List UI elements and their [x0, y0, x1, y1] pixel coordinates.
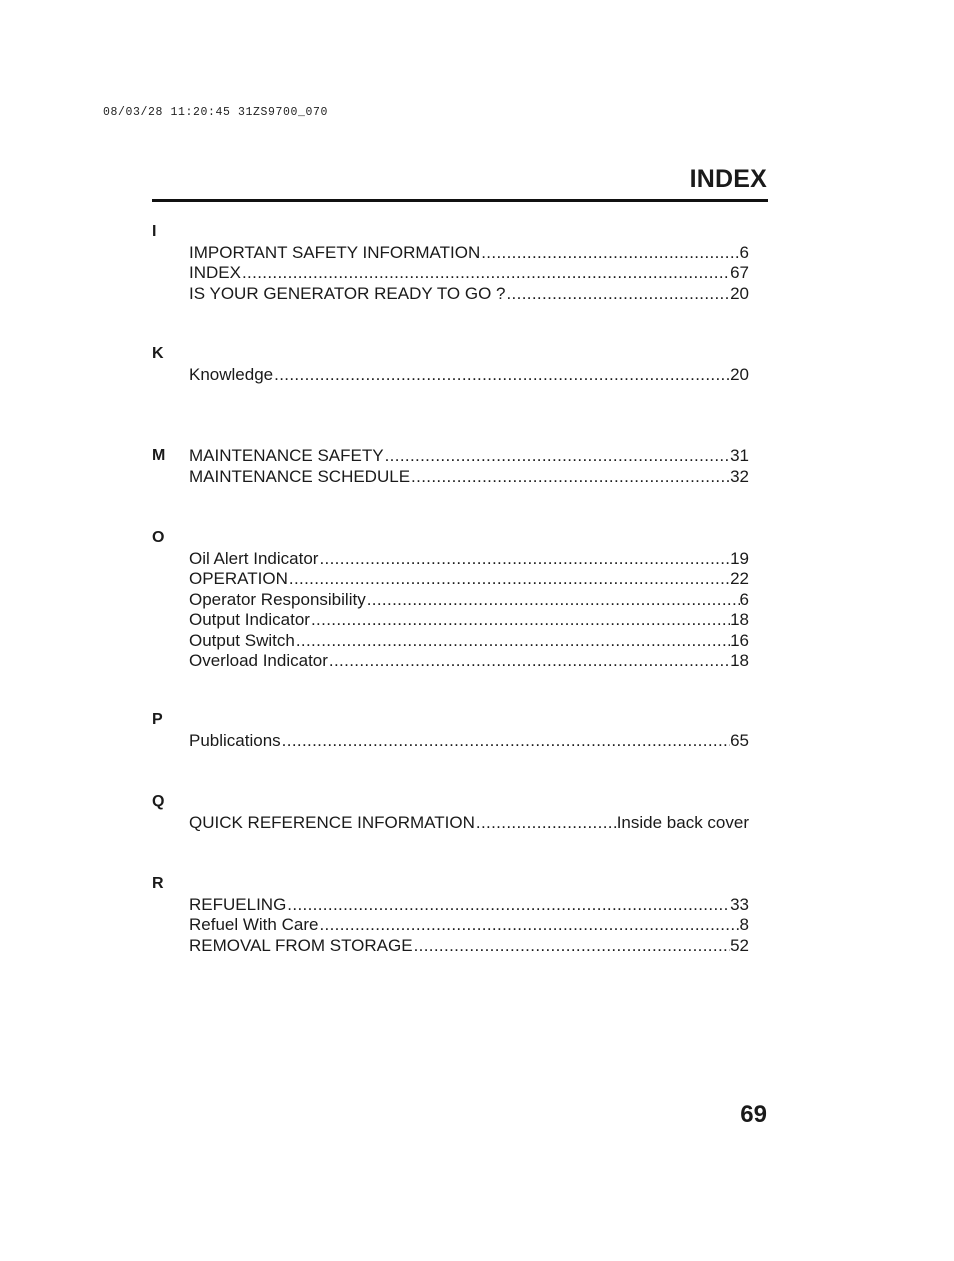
entry-label: Oil Alert Indicator: [189, 548, 319, 568]
entry-page: 65: [730, 730, 749, 750]
entry-page: 16: [730, 630, 749, 650]
entry-label: Operator Responsibility: [189, 589, 366, 609]
index-entry[interactable]: [189, 895, 749, 916]
leader-dots: [286, 895, 730, 916]
index-entry[interactable]: [189, 549, 749, 570]
leader-dots: [384, 446, 730, 467]
index-entry[interactable]: [189, 467, 749, 488]
entry-page: 33: [730, 894, 749, 914]
index-entry[interactable]: [189, 936, 749, 957]
entry-page: 52: [730, 935, 749, 955]
index-entry[interactable]: [189, 569, 749, 590]
index-entry[interactable]: [189, 284, 749, 305]
entry-label: QUICK REFERENCE INFORMATION: [189, 812, 475, 832]
leader-dots: [475, 813, 617, 834]
index-entry[interactable]: [189, 446, 749, 467]
entry-label: Refuel With Care: [189, 915, 319, 934]
entry-page: 20: [730, 283, 749, 303]
section-letter: Q: [152, 793, 165, 810]
index-section-i: [152, 222, 749, 344]
leader-dots: [295, 631, 730, 652]
entry-label: MAINTENANCE SAFETY: [189, 446, 384, 465]
entry-label: Output Switch: [189, 630, 295, 650]
index-section-p: [152, 710, 749, 792]
entry-label: Output Indicator: [189, 610, 310, 629]
entry-label: IMPORTANT SAFETY INFORMATION: [189, 242, 481, 262]
entry-page: 20: [730, 364, 749, 384]
index-entry[interactable]: [189, 610, 749, 631]
index-entry[interactable]: [189, 590, 749, 611]
leader-dots: [318, 549, 730, 570]
entry-label: IS YOUR GENERATOR READY TO GO ?: [189, 283, 506, 303]
leader-dots: [281, 731, 730, 752]
index-section-r: [152, 874, 749, 956]
index-entry[interactable]: [189, 651, 749, 672]
leader-dots: [480, 243, 739, 264]
entry-label: MAINTENANCE SCHEDULE: [189, 466, 411, 486]
entry-page: 6: [739, 589, 749, 609]
page-title: INDEX: [689, 165, 767, 193]
entry-label: Knowledge: [189, 364, 274, 384]
entry-label: Publications: [189, 730, 281, 750]
index-section-q: [152, 792, 749, 874]
index-entry[interactable]: [189, 731, 749, 752]
entry-page: 18: [730, 651, 749, 670]
index-section-k: [152, 344, 749, 446]
leader-dots: [505, 284, 730, 305]
entry-page: 6: [739, 242, 749, 262]
entry-page: 22: [730, 569, 749, 588]
leader-dots: [273, 365, 730, 386]
index-entry[interactable]: [189, 813, 749, 834]
entry-label: OPERATION: [189, 569, 288, 588]
entry-page: 8: [739, 915, 749, 934]
entry-label: Overload Indicator: [189, 651, 328, 670]
section-letter: I: [152, 223, 157, 240]
index-sections: [152, 222, 749, 956]
leader-dots: [410, 467, 730, 488]
leader-dots: [241, 263, 730, 284]
section-letter: M: [152, 447, 166, 464]
title-divider: [152, 199, 768, 202]
index-entry[interactable]: [189, 243, 749, 264]
section-letter: P: [152, 711, 163, 728]
section-letter: O: [152, 529, 165, 546]
leader-dots: [328, 651, 730, 672]
index-entry[interactable]: [189, 365, 749, 386]
leader-dots: [366, 590, 740, 611]
entry-label: REMOVAL FROM STORAGE: [189, 935, 413, 955]
leader-dots: [318, 915, 739, 936]
entry-page: 31: [730, 446, 749, 465]
index-entry[interactable]: [189, 263, 749, 284]
entry-page: 67: [730, 263, 749, 282]
entry-label: INDEX: [189, 263, 241, 282]
index-section-o: [152, 528, 749, 710]
section-letter: R: [152, 875, 164, 892]
index-entry[interactable]: [189, 631, 749, 652]
entry-page: Inside back cover: [616, 812, 749, 832]
print-timestamp: 08/03/28 11:20:45 31ZS9700_070: [103, 106, 329, 119]
leader-dots: [413, 936, 731, 957]
entry-page: 18: [730, 610, 749, 629]
entry-page: 32: [730, 466, 749, 486]
leader-dots: [310, 610, 730, 631]
section-letter: K: [152, 345, 164, 362]
entry-page: 19: [730, 548, 749, 568]
page-number: 69: [740, 1101, 767, 1128]
index-entry[interactable]: [189, 915, 749, 936]
leader-dots: [288, 569, 730, 590]
index-section-m: [152, 446, 749, 528]
entry-label: REFUELING: [189, 894, 287, 914]
